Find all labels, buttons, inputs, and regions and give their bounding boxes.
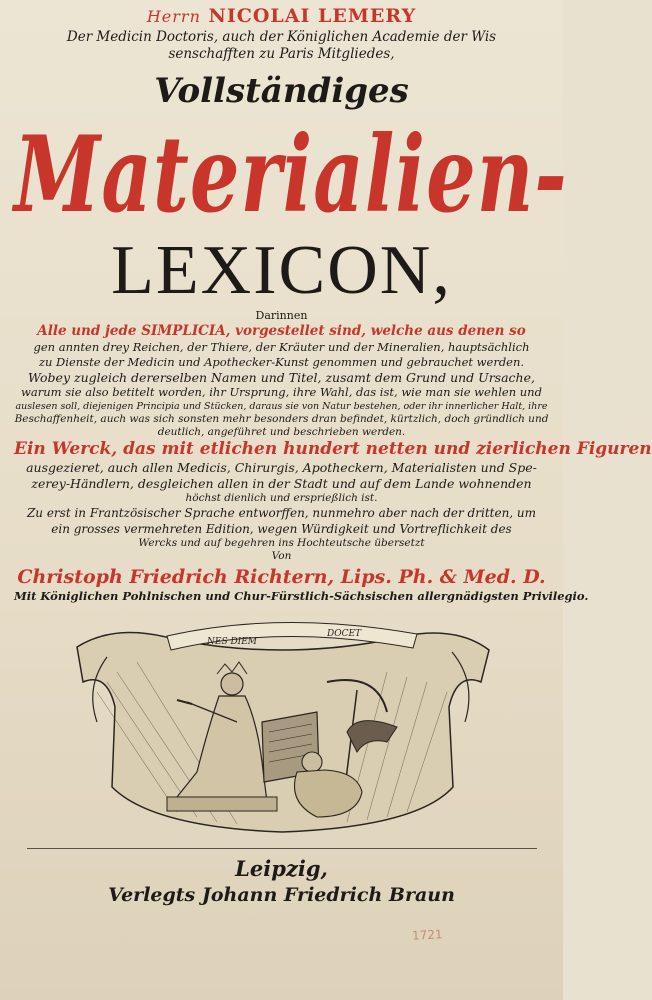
- translator-line: [14, 565, 549, 589]
- desc-line-3: zu Dienste der Medicin und Apothecker-Kunst genommen und gebrauchet werden.: [38, 355, 525, 369]
- darinnen-label: Darinnen: [255, 309, 308, 322]
- desc-line-4: Wobey zugleich dererselben Namen und Titel, zusamt dem Grund und Ursache,: [28, 370, 535, 385]
- von-label: Von: [271, 550, 292, 562]
- werck-line-1: Ein Werck, das mit etlichen hundert netten und zierlichen Figuren: [14, 439, 652, 459]
- desc-line-1: Alle und jede SIMPLICIA, vorgestellet sind, welche aus denen so: [37, 323, 526, 339]
- title-vollstandiges: Vollständiges: [154, 71, 409, 111]
- frontispiece-engraving: [57, 612, 507, 842]
- werck-line-3: zerey-Händlern, desgleichen allen in der Stadt und auf dem Lande wohnenden: [31, 476, 532, 491]
- werck-line-2: ausgezieret, auch allen Medicis, Chirurgis, Apotheckern, Materialisten und Spe-: [26, 460, 537, 475]
- werck-line-4: höchst dienlich und ersprießlich ist.: [185, 492, 378, 504]
- title-lexicon: LEXICON,: [111, 232, 452, 309]
- divider-rule: [27, 848, 537, 849]
- translator-degree: Lips. Ph. & Med. D.: [340, 566, 546, 588]
- subtitle-line-1: Der Medicin Doctoris, auch der Königlichen Academie der Wis: [66, 29, 497, 45]
- desc-line-8: deutlich, angeführet und beschrieben werden.: [157, 426, 406, 438]
- publisher-line: Verlegts Johann Friedrich Braun: [108, 884, 455, 906]
- translation-line-3: Wercks und auf begehren ins Hochteutsche übersetzt: [138, 537, 425, 549]
- translation-line-1: Zu erst in Frantzösischer Sprache entworffen, nunmehro aber nach der dritten, um: [26, 506, 537, 520]
- subtitle-line-2: senschafften zu Paris Mitgliedes,: [168, 46, 395, 62]
- author-line: [14, 4, 549, 29]
- engraving-illustration: [57, 612, 507, 842]
- title-materialien: Materialien-: [14, 113, 568, 237]
- desc-line-2: gen annten drey Reichen, der Thiere, der Kräuter und der Mineralien, hauptsächlich: [33, 340, 530, 354]
- handwritten-note: 1721: [411, 927, 443, 943]
- translation-line-2: ein grosses vermehreten Edition, wegen Würdigkeit und Vortreflichkeit des: [51, 522, 512, 536]
- place-of-publication: Leipzig,: [235, 856, 328, 881]
- author-prefix: Herrn: [146, 7, 201, 26]
- desc-line-6: auslesen soll, diejenigen Principia und Stücken, daraus sie von Natur bestehen, oder ihr innerlicher Halt, ihre: [15, 401, 548, 412]
- desc-line-5: warum sie also betitelt worden, ihr Ursprung, ihre Wahl, das ist, wie man sie wehlen und: [21, 385, 542, 399]
- banner-text-left: NES DIEM: [206, 637, 257, 647]
- desc-line-7: Beschaffenheit, auch was sich sonsten mehr besonders dran befindet, kürtzlich, doch gründlich und: [14, 413, 549, 425]
- author-name: NICOLAI LEMERY: [208, 5, 417, 27]
- translator-name: Christoph Friedrich Richtern,: [17, 566, 335, 588]
- banner-text-right: DOCET: [326, 629, 361, 639]
- privilege-line: Mit Königlichen Pohlnischen und Chur-Fürstlich-Sächsischen allergnädigsten Privilegio.: [14, 589, 589, 603]
